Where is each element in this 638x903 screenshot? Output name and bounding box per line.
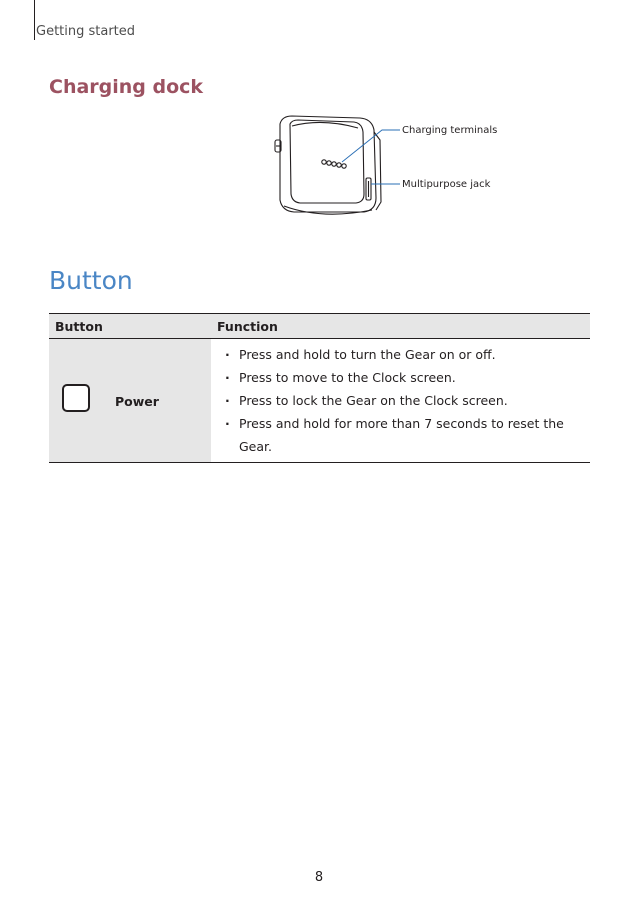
list-item: · Press and hold to turn the Gear on or off.: [223, 343, 590, 366]
button-cell: [49, 339, 211, 463]
charging-terminals-callout: Charging terminals: [402, 125, 498, 136]
button-heading: Button: [49, 266, 133, 295]
button-function-table: [49, 313, 590, 463]
column-header-spacer: [167, 314, 211, 339]
list-item: · Press to lock the Gear on the Clock screen.: [223, 389, 590, 412]
function-cell: [211, 339, 590, 463]
multipurpose-jack-callout: Multipurpose jack: [402, 179, 491, 190]
power-key-icon: [62, 384, 90, 412]
header-rule: [34, 0, 35, 40]
column-header-function: Function: [211, 314, 590, 339]
power-button-label: Power: [115, 393, 159, 409]
column-header-button: Button: [49, 314, 167, 339]
table-row: [49, 339, 590, 463]
list-item: · Press to move to the Clock screen.: [223, 366, 590, 389]
list-item: · Press and hold for more than 7 seconds to reset the Gear.: [223, 412, 590, 458]
page-number: 8: [314, 870, 324, 885]
function-list: [223, 343, 590, 458]
charging-dock-heading: Charging dock: [49, 76, 204, 98]
section-header: Getting started: [36, 24, 136, 39]
table-header-row: [49, 314, 590, 339]
